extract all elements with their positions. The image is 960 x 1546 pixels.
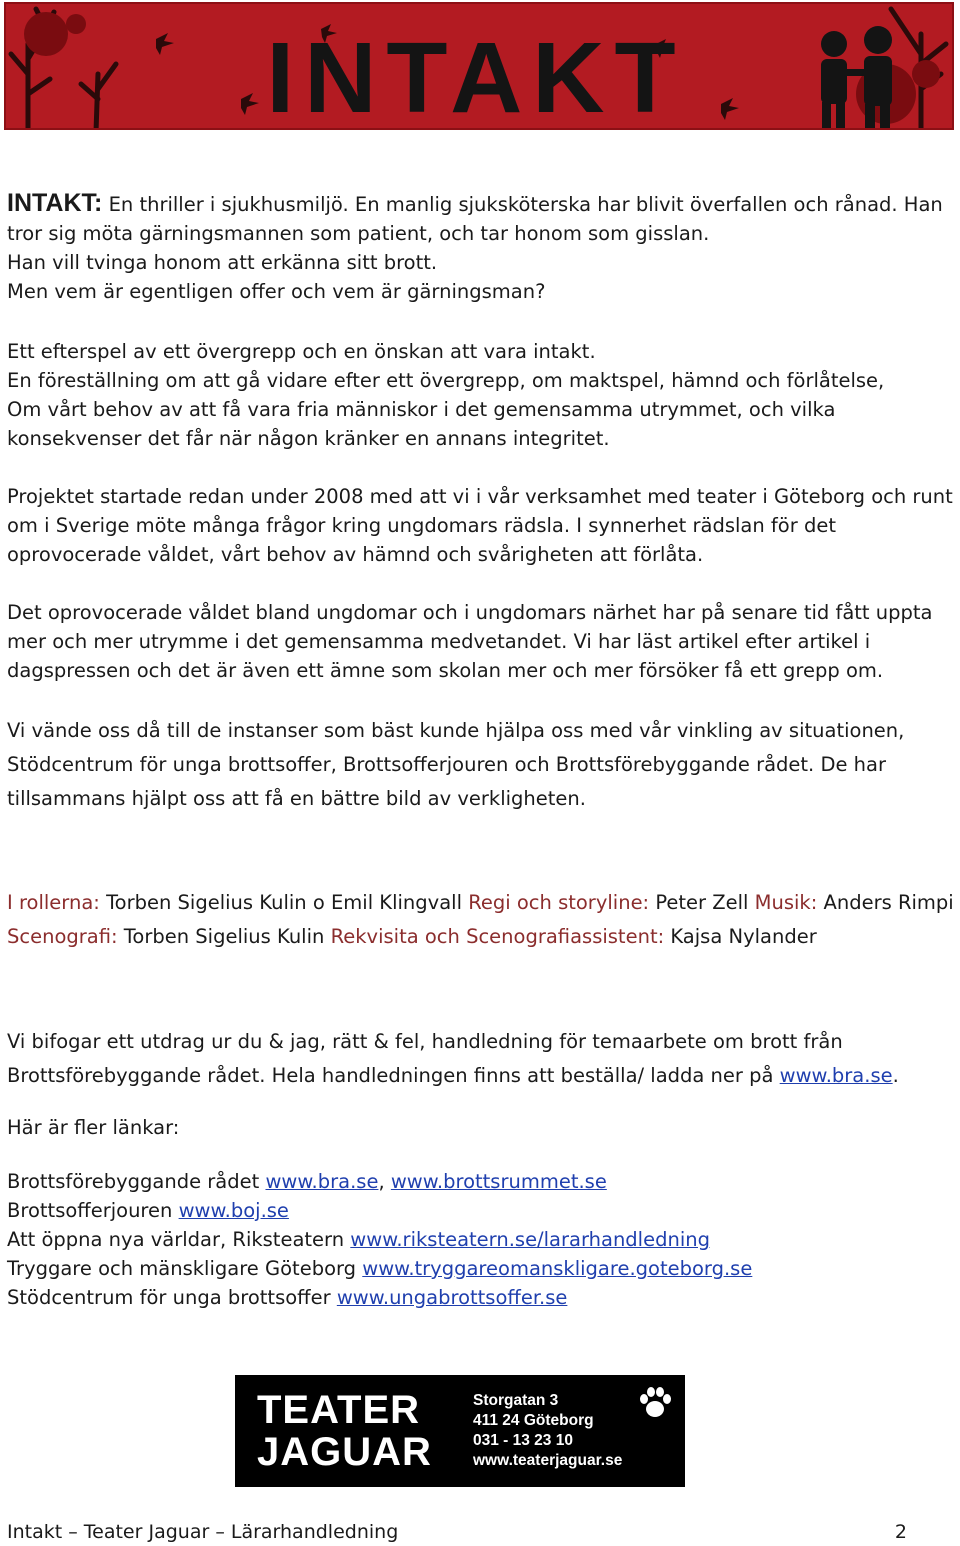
roles-value: Torben Sigelius Kulin o Emil Klingvall	[106, 891, 462, 914]
partners-line-2: Stödcentrum för unga brottsoffer, Brottsofferjouren och Brottsförebyggande rådet. De har	[7, 753, 886, 776]
music-label: Musik:	[754, 891, 818, 914]
link-brottsrummet[interactable]: www.brottsrummet.se	[390, 1170, 607, 1193]
direction-value: Peter Zell	[655, 891, 749, 914]
paw-print-icon	[637, 1385, 673, 1421]
link-tryggare[interactable]: www.tryggareomanskligare.goteborg.se	[362, 1257, 753, 1280]
link-bra[interactable]: www.bra.se	[265, 1170, 379, 1193]
scenography-label: Scenografi:	[7, 925, 118, 948]
music-value: Anders Rimpi	[823, 891, 954, 914]
link-label: Brottsofferjouren	[7, 1199, 173, 1222]
link-riksteatern[interactable]: www.riksteatern.se/lararhandledning	[350, 1228, 710, 1251]
attachment-line-2: Brottsförebyggande rådet. Hela handledningen finns att beställa/ ladda ner på	[7, 1064, 774, 1087]
partners-paragraph	[7, 714, 955, 816]
roles-label: I rollerna:	[7, 891, 100, 914]
direction-label: Regi och storyline:	[468, 891, 650, 914]
list-item	[7, 1254, 955, 1283]
list-item	[7, 1167, 955, 1196]
link-label: Tryggare och mänskligare Göteborg	[7, 1257, 357, 1280]
attachment-line-1: Vi bifogar ett utdrag ur du & jag, rätt & fel, handledning för temaarbete om brott från	[7, 1030, 843, 1053]
logo-line-2: JAGUAR	[257, 1430, 432, 1474]
project-paragraph: Projektet startade redan under 2008 med att vi i vår verksamhet med teater i Göteborg och runt om i Sverige möte många frågor kring ungdomars rädsla. I synnerhet rädslan för det oprovocerade våldet, vårt behov av hämnd och svårigheten att förlåta.	[7, 485, 953, 566]
logo-web: www.teaterjaguar.se	[473, 1452, 623, 1469]
props-value: Kajsa Nylander	[670, 925, 817, 948]
synopsis-line-1: Ett efterspel av ett övergrepp och en önskan att vara intakt.	[7, 340, 596, 363]
attachment-period: .	[892, 1064, 899, 1087]
footer-text: Intakt – Teater Jaguar – Lärarhandledning	[7, 1521, 399, 1543]
figures-icon	[821, 26, 892, 130]
list-item	[7, 1196, 955, 1225]
list-item	[7, 1283, 955, 1312]
banner-title: INTAKT	[266, 22, 686, 132]
intro-line-1: En thriller i sjukhusmiljö. En manlig sjuksköterska har blivit överfallen och rånad. Han tror sig möta gärningsmannen som patient, och tar honom som gisslan.	[7, 193, 943, 245]
link-label: Stödcentrum för unga brottsoffer	[7, 1286, 331, 1309]
links-heading: Här är fler länkar:	[7, 1116, 180, 1139]
partners-line-1: Vi vände oss då till de instanser som bäst kunde hjälpa oss med vår vinkling av situationen,	[7, 719, 905, 742]
link-separator: ,	[378, 1170, 385, 1193]
link-label: Att öppna nya världar, Riksteatern	[7, 1228, 345, 1251]
intro-paragraph	[7, 189, 955, 306]
link-list	[7, 1167, 955, 1312]
link-ungabrottsoffer[interactable]: www.ungabrottsoffer.se	[336, 1286, 568, 1309]
logo-line-1: TEATER	[257, 1388, 421, 1432]
teater-jaguar-logo	[235, 1375, 685, 1487]
bra-link[interactable]: www.bra.se	[779, 1064, 893, 1087]
list-item	[7, 1225, 955, 1254]
link-boj[interactable]: www.boj.se	[178, 1199, 289, 1222]
synopsis-line-3: Om vårt behov av att få vara fria människor i det gemensamma utrymmet, och vilka konsekvenser det får när någon kränker en annans integritet.	[7, 398, 836, 450]
logo-phone: 031 - 13 23 10	[473, 1432, 573, 1449]
synopsis-line-2: En föreställning om att gå vidare efter ett övergrepp, om maktspel, hämnd och förlåtelse,	[7, 369, 885, 392]
logo-street: Storgatan 3	[473, 1392, 559, 1409]
synopsis-paragraph	[7, 337, 955, 453]
intro-line-3: Men vem är egentligen offer och vem är gärningsman?	[7, 280, 546, 303]
page-number: 2	[894, 1521, 907, 1543]
props-label: Rekvisita och Scenografiassistent:	[330, 925, 665, 948]
link-label: Brottsförebyggande rådet	[7, 1170, 260, 1193]
intro-lead: INTAKT:	[7, 189, 103, 217]
violence-paragraph: Det oprovocerade våldet bland ungdomar och i ungdomars närhet har på senare tid fått uppta mer och mer utrymme i det gemensamma medvetandet. Vi har läst artikel efter artikel i dagspressen och det är även ett ämne som skolan mer och mer försöker få ett grepp om.	[7, 601, 933, 682]
banner-artwork	[6, 4, 954, 130]
partners-line-3: tillsammans hjälpt oss att få en bättre bild av verkligheten.	[7, 787, 586, 810]
header-banner	[4, 2, 954, 130]
page-footer	[7, 1519, 907, 1545]
logo-city: 411 24 Göteborg	[473, 1412, 594, 1429]
intro-line-2: Han vill tvinga honom att erkänna sitt brott.	[7, 251, 438, 274]
scenography-value: Torben Sigelius Kulin	[123, 925, 325, 948]
credits	[7, 886, 955, 954]
attachment-paragraph	[7, 1025, 955, 1093]
